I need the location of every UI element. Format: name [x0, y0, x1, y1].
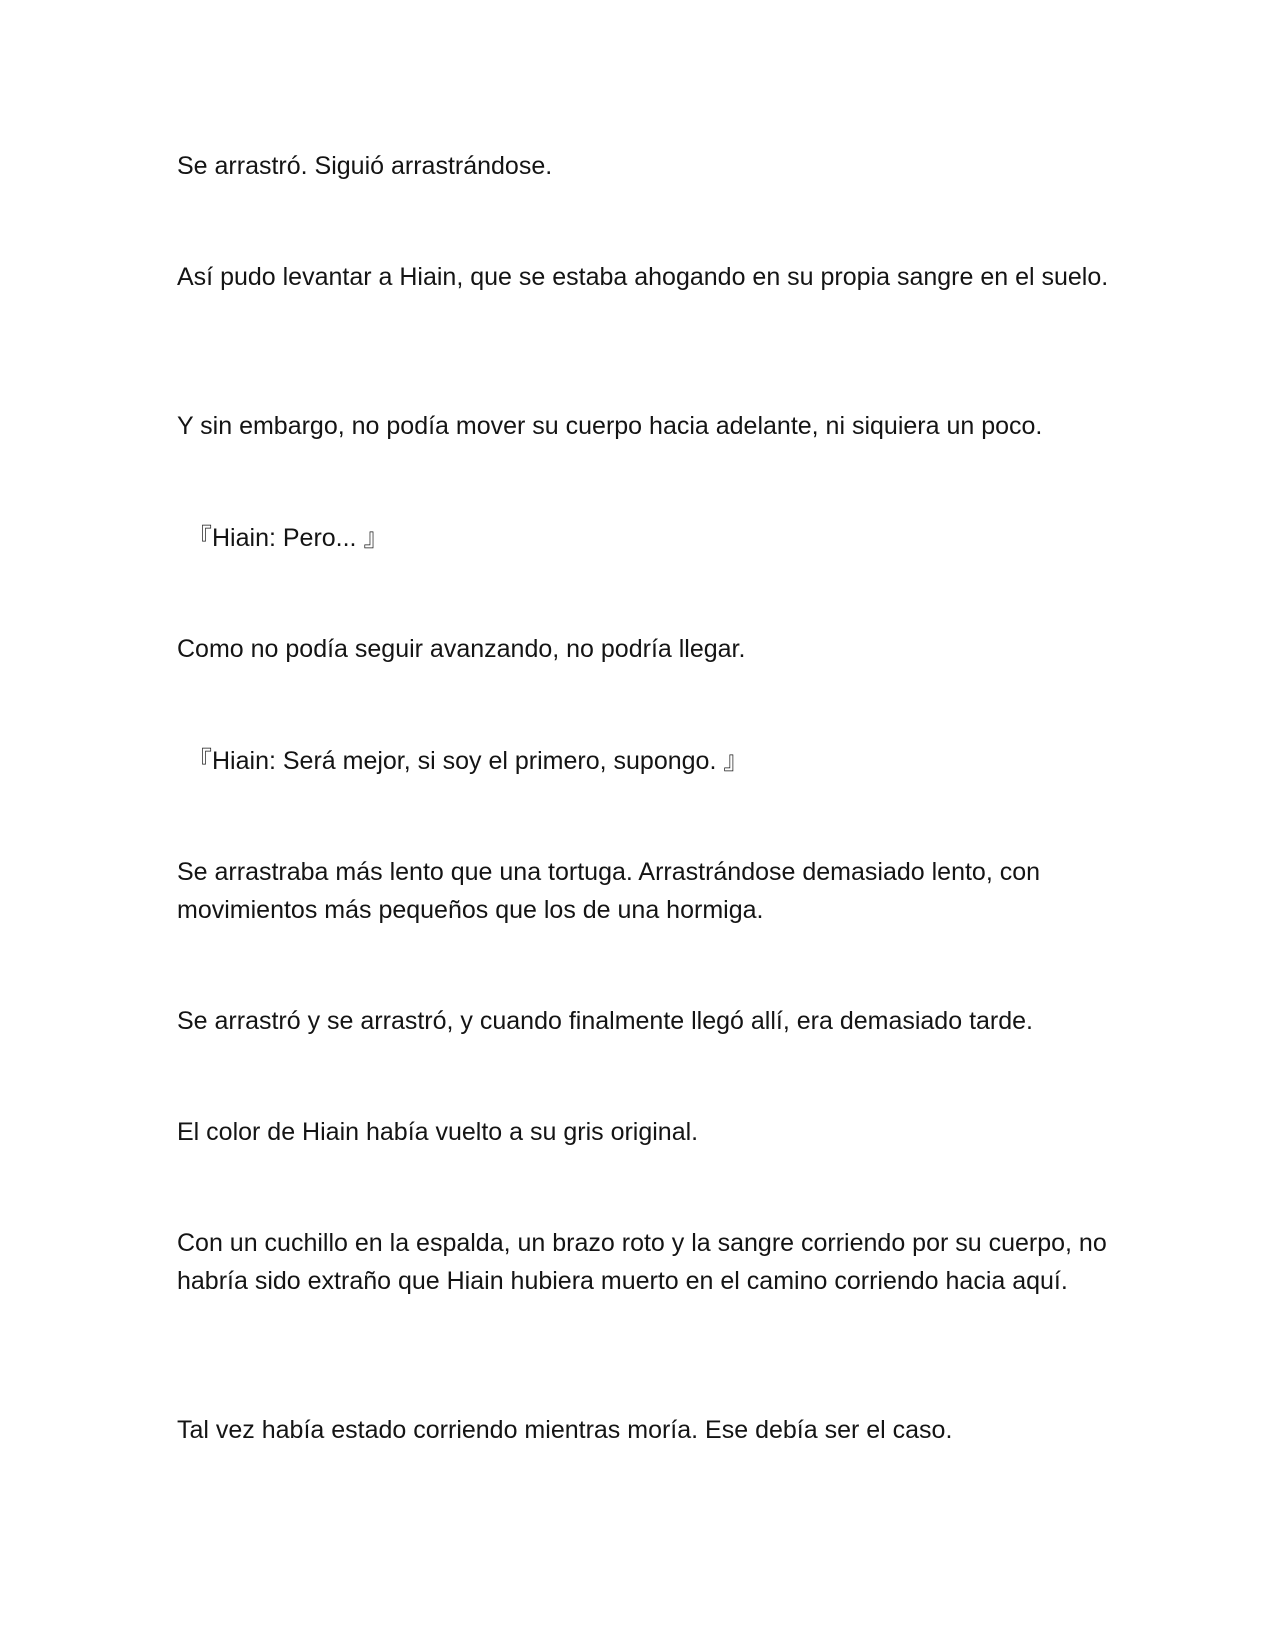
paragraph: El color de Hiain había vuelto a su gris original.	[177, 1118, 699, 1146]
dialogue-line: 『Hiain: Pero... 』	[187, 524, 389, 552]
paragraph: Tal vez había estado corriendo mientras moría. Ese debía ser el caso.	[177, 1416, 953, 1444]
paragraph: Con un cuchillo en la espalda, un brazo roto y la sangre corriendo por su cuerpo, no habría sido extraño que Hiain hubiera muerto en el camino corriendo hacia aquí.	[177, 1229, 1107, 1295]
paragraph: Se arrastró. Siguió arrastrándose.	[177, 152, 553, 180]
paragraph: Como no podía seguir avanzando, no podría llegar.	[177, 635, 746, 663]
dialogue-line: 『Hiain: Será mejor, si soy el primero, supongo. 』	[187, 747, 749, 775]
paragraph: Y sin embargo, no podía mover su cuerpo hacia adelante, ni siquiera un poco.	[177, 412, 1043, 440]
paragraph: Se arrastraba más lento que una tortuga. Arrastrándose demasiado lento, con movimientos más pequeños que los de una hormiga.	[177, 858, 1041, 924]
paragraph: Se arrastró y se arrastró, y cuando finalmente llegó allí, era demasiado tarde.	[177, 1007, 1033, 1035]
paragraph: Así pudo levantar a Hiain, que se estaba ahogando en su propia sangre en el suelo.	[177, 263, 1109, 291]
